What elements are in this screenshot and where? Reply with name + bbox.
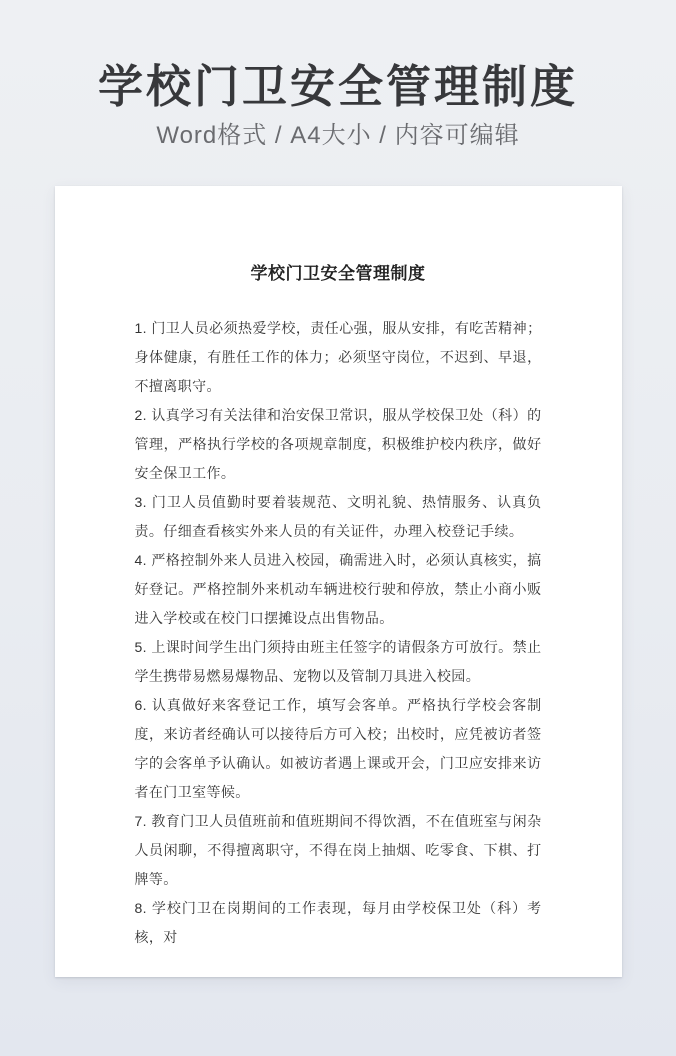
document-page [55, 186, 622, 977]
template-header [0, 0, 676, 150]
document-title: 学校门卫安全管理制度 [250, 264, 426, 284]
document-paragraph: 3. 门卫人员值勤时要着装规范、文明礼貌、热情服务、认真负责。仔细查看核实外来人员的有关证件，办理入校登记手续。 [134, 494, 542, 540]
document-paragraph: 7. 教育门卫人员值班前和值班期间不得饮酒，不在值班室与闲杂人员闲聊，不得擅离职守，不得在岗上抽烟、吃零食、下棋、打牌等。 [134, 813, 542, 888]
template-subtitle: Word格式 / A4大小 / 内容可编辑 [156, 121, 520, 149]
document-paragraph: 1. 门卫人员必须热爱学校，责任心强，服从安排，有吃苦精神；身体健康，有胜任工作的体力；必须坚守岗位，不迟到、早退，不擅离职守。 [134, 320, 542, 395]
document-body [135, 314, 542, 952]
document-paragraph: 4. 严格控制外来人员进入校园，确需进入时，必须认真核实，搞好登记。严格控制外来机动车辆进校行驶和停放，禁止小商小贩进入学校或在校门口摆摊设点出售物品。 [134, 552, 542, 627]
document-paragraph: 5. 上课时间学生出门须持由班主任签字的请假条方可放行。禁止学生携带易燃易爆物品、宠物以及管制刀具进入校园。 [134, 639, 542, 685]
document-paragraph: 8. 学校门卫在岗期间的工作表现，每月由学校保卫处（科）考核，对 [134, 900, 542, 946]
template-title: 学校门卫安全管理制度 [97, 61, 578, 112]
document-paragraph: 2. 认真学习有关法律和治安保卫常识，服从学校保卫处（科）的管理，严格执行学校的各项规章制度，积极维护校内秩序，做好安全保卫工作。 [134, 407, 542, 482]
document-paragraph: 6. 认真做好来客登记工作，填写会客单。严格执行学校会客制度，来访者经确认可以接待后方可入校；出校时，应凭被访者签字的会客单予认确认。如被访者遇上课或开会，门卫应安排来访者在门卫室等候。 [134, 697, 542, 801]
